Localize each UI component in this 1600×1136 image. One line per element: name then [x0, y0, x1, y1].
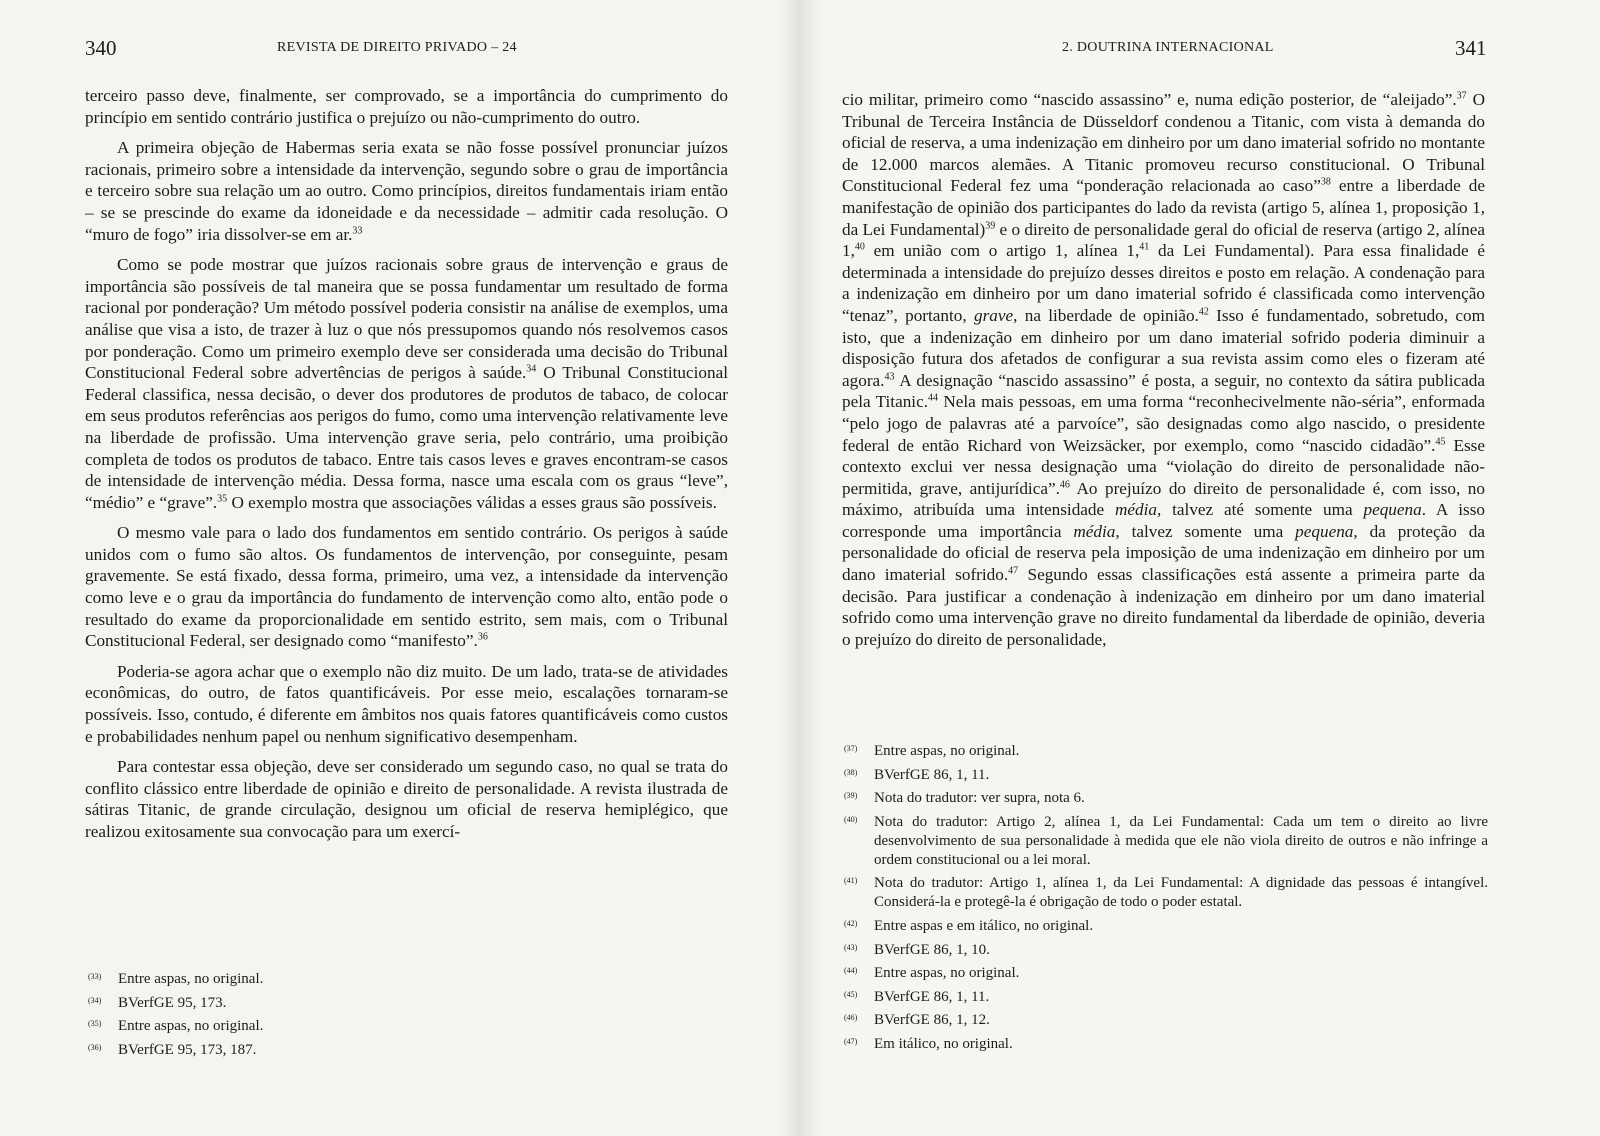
footnote-number: (46): [844, 1013, 858, 1023]
paragraph: O mesmo vale para o lado dos fundamentos em sentido contrário. Os perigos à saúde unidos com o fumo são altos. Os fundamentos de intervenção, por conseguinte, pesam gravemente. Se está fixado, dessa forma, primeiro, uma vez, a intensidade da intervenção como leve e o grau da importância do fundamento de intervenção como alto, então pode o resultado do exame da proporcionalidade em sentido estrito, sem mais, com o Tribunal Constitucional Federal, ser designado como “manifesto”.$^{36}$: [85, 523, 728, 651]
footnotes: [88, 970, 728, 1064]
footnote-text: Entre aspas, no original.: [874, 965, 1020, 982]
footnote-text: BVerfGE 86, 1, 10.: [874, 941, 990, 958]
footnote-number: (33): [88, 972, 102, 981]
footnote: [88, 994, 728, 1013]
footnote: [844, 917, 1488, 936]
footnote-number: (42): [844, 918, 858, 928]
footnote-text: BVerfGE 95, 173, 187.: [118, 1041, 257, 1058]
footnote: [844, 874, 1488, 912]
footnote: [88, 1041, 728, 1060]
footnote-number: (43): [844, 942, 858, 952]
footnote: [844, 742, 1488, 761]
paragraph: Poderia-se agora achar que o exemplo não diz muito. De um lado, trata-se de atividades econômicas, do outro, de fatos quantificáveis. Por esse meio, escalações tornaram-se possíveis. Isso, contudo, é diferente em âmbitos nos quais fatores quantificáveis como custos e probabilidades nenhum papel ou nenhum significativo desempenham.: [85, 661, 728, 746]
paragraph: Como se pode mostrar que juízos racionais sobre graus de intervenção e graus de importância são possíveis de tal maneira que se possa fundamentar um resultado de forma racional por ponderação? Um método possível poderia consistir na análise de exemplos, uma análise que visa a isto, de trazer à luz o que nós pressupomos quando nós resolvemos casos por ponderação. Como um primeiro exemplo deve ser considerada uma decisão do Tribunal Constitucional Federal sobre advertências de perigos à saúde.$^{34}$ O Tribunal Constitucional Federal classifica, nessa decisão, o dever dos produtores de produtos de tabaco, de colocar em seus produtos referências aos perigos do fumo, como uma intervenção relativamente leve na liberdade de profissão. Uma intervenção grave seria, pelo contrário, uma proibição completa de todos os produtos de tabaco. Entre tais casos leves e graves encontram-se casos de intensidade de intervenção média. Dessa forma, nasce uma escala com os graus “leve”, “médio” e “grave”.$^{35}$ O exemplo mostra que associações válidas a esses graus são possíveis.: [85, 255, 728, 512]
footnote-number: (37): [844, 744, 858, 753]
footnote-text: Entre aspas, no original.: [874, 743, 1020, 759]
footnote-text: BVerfGE 95, 173.: [118, 994, 227, 1011]
footnote-number: (40): [844, 814, 858, 824]
footnote-text: BVerfGE 86, 1, 12.: [874, 1012, 990, 1029]
paragraph: A primeira objeção de Habermas seria exata se não fosse possível pronunciar juízos racionais, primeiro sobre a intensidade da intervenção, segundo sobre o grau de importância e terceiro sobre sua relação um ao outro. Como princípios, direitos fundamentais iriam então – se se prescinde do exame da idoneidade e da necessidade – admitir cada resolução. O “muro de fogo” iria dissolver-se em ar.$^{33}$: [85, 138, 728, 244]
footnote: [88, 1017, 728, 1036]
footnote: [844, 789, 1488, 808]
footnote: [844, 766, 1488, 785]
footnote-number: (44): [844, 966, 858, 976]
footnote-number: (45): [844, 989, 858, 999]
page-number: 341: [1455, 36, 1487, 60]
footnote: [844, 941, 1488, 960]
body-text: [842, 89, 1485, 659]
footnote-text: Entre aspas e em itálico, no original.: [874, 917, 1094, 934]
footnote-number: (36): [88, 1042, 102, 1052]
paragraph: cio militar, primeiro como “nascido assassino” e, numa edição posterior, de “aleijado”.$^{37}$ O Tribunal de Terceira Instância de Düsseldorf condenou a Titanic, com vista à demanda do oficial de reserva, a uma indenização em dinheiro por um dano imaterial sofrido no montante de 12.000 marcos alemães. A Titanic promoveu recurso constitucional. O Tribunal Constitucional Federal fez uma “ponderação relacionada ao caso”$^{38}$ entre a liberdade de manifestação de opinião dos participantes do lado da revista (artigo 5, alínea 1, proposição 1, da Lei Fundamental)$^{39}$ e o direito de personalidade geral do oficial de reserva (artigo 2, alínea 1,40 em união com o artigo 1, alínea 1,41 da Lei Fundamental). Para essa finalidade é determinada a intensidade do prejuízo desses direitos e posto em relação. A condenação para a indenização em dinheiro por um dano imaterial sofrido é classificada como intervenção “tenaz”, portanto, grave, na liberdade de opinião.$^{42}$ Isso é fundamentado, sobretudo, com isto, que a indenização em dinheiro por um dano imaterial sofrido poderia diminuir a disposição futura dos afetados de configurar a sua revista assim como eles o fizeram até agora.$^{43}$ A designação “nascido assassino” é posta, a seguir, no contexto da sátira publicada pela Titanic.$^{44}$ Nela mais pessoas, em uma forma “reconhecivelmente não-séria”, enformada “pelo jogo de palavras até a parvoíce”, são designadas como algo nascido, o presidente federal de então Richard von Weizsäcker, por exemplo, como “nascido cidadão”.$^{45}$ Esse contexto exclui ver nessa designação uma “violação do direito de personalidade não-permitida, grave, antijurídica”.$^{46}$ Ao prejuízo do direito de personalidade é, com isso, no máximo, atribuída uma intensidade média, talvez até somente uma pequena. A isso corresponde uma importância média, talvez somente uma pequena, da proteção da personalidade do oficial de reserva pela imposição de uma indenização em dinheiro por um dano imaterial sofrido.$^{47}$ Segundo essas classificações está assente a primeira parte da decisão. Para justificar a condenação à indenização em dinheiro por um dano imaterial sofrido como uma intervenção grave no direito fundamental da liberdade de opinião, deveria o prejuízo do direito de personalidade,: [842, 90, 1486, 649]
footnote: [844, 1011, 1488, 1030]
right-page: [800, 0, 1600, 1136]
footnote-text: Nota do tradutor: Artigo 1, alínea 1, da Lei Fundamental: A dignidade das pessoas é intangível. Considerá-la e protegê-la é obrigação de todo o poder estatal.: [874, 875, 1488, 911]
footnote-text: BVerfGE 86, 1, 11.: [874, 766, 990, 783]
footnote-number: (39): [844, 791, 858, 801]
footnote-number: (47): [844, 1036, 858, 1046]
paragraph: Para contestar essa objeção, deve ser considerado um segundo caso, no qual se trata do conflito clássico entre liberdade de opinião e direito de personalidade. A revista ilustrada de sátiras Titanic, de grande circulação, designou um oficial de reserva hemiplégico, que realizou exitosamente sua convocação para um exercí-: [85, 757, 728, 841]
running-head: 2. DOUTRINA INTERNACIONAL: [1062, 40, 1274, 55]
footnotes: [844, 742, 1488, 1059]
page-number: 340: [85, 36, 117, 60]
footnote: [844, 988, 1488, 1007]
footnote-text: Em itálico, no original.: [874, 1035, 1013, 1052]
footnote-number: (34): [88, 995, 102, 1005]
footnote: [844, 813, 1488, 870]
footnote: [88, 970, 728, 989]
footnote: [844, 1035, 1488, 1054]
footnote: [844, 964, 1488, 983]
footnote-number: (38): [844, 767, 858, 777]
footnote-text: Nota do tradutor: Artigo 2, alínea 1, da Lei Fundamental: Cada um tem o direito ao livre desenvolvimento de sua personalidade à medida que ele não viola direito de outros e não infringe a ordem constitucional ou a lei moral.: [874, 813, 1488, 868]
footnote-text: BVerfGE 86, 1, 11.: [874, 988, 990, 1005]
footnote-text: Entre aspas, no original.: [118, 1018, 264, 1035]
paragraph: terceiro passo deve, finalmente, ser comprovado, se a importância do cumprimento do princípio em sentido contrário justifica o prejuízo ou não-cumprimento do outro.: [85, 86, 728, 127]
running-head: REVISTA DE DIREITO PRIVADO – 24: [277, 40, 517, 55]
footnote-number: (35): [88, 1019, 102, 1029]
footnote-number: (41): [844, 876, 858, 886]
footnote-text: Entre aspas, no original.: [118, 971, 264, 987]
body-text: [85, 85, 728, 852]
footnote-text: Nota do tradutor: ver supra, nota 6.: [874, 790, 1085, 807]
